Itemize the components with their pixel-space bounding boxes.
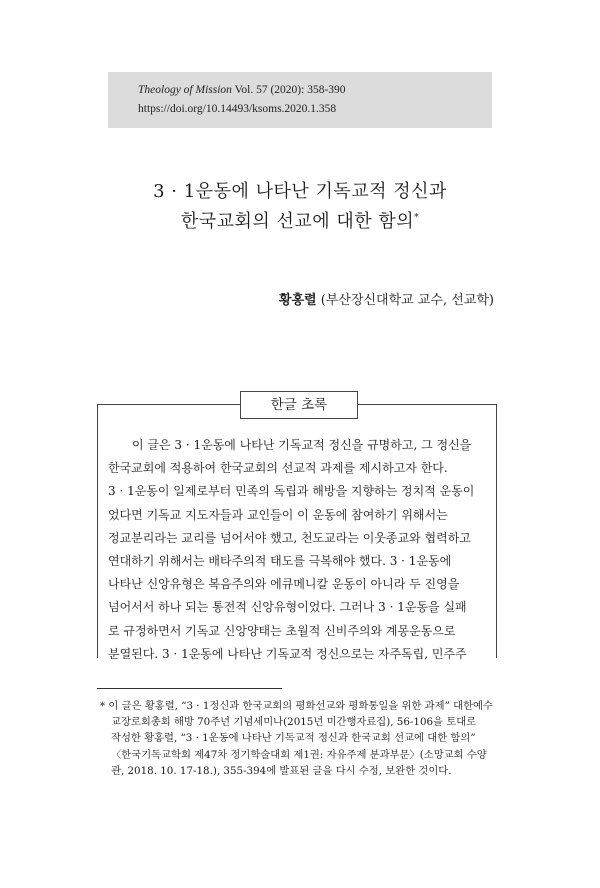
journal-name: Theology of Mission <box>138 84 232 96</box>
footnote-text: 이 글은 황홍렬, “3 · 1정신과 한국교회의 평화선교와 평화통일을 위한 과제” 대한예수 <box>105 700 493 712</box>
footnote-marker: * <box>100 700 106 712</box>
abstract-line: 었다면 기독교 지도자들과 교인들이 이 운동에 참여하기 위해서는 <box>108 507 448 522</box>
abstract-line: 정교분리라는 교리를 넘어서야 했고, 천도교라는 이웃종교와 협력하고 <box>108 530 471 545</box>
paper-title-line-2 <box>60 207 540 233</box>
author-affiliation: (부산장신대학교 교수, 선교학) <box>316 293 494 308</box>
abstract-line: 이 글은 3 · 1운동에 나타난 기독교적 정신을 규명하고, 그 정신을 <box>132 438 472 452</box>
abstract-line: 연대하기 위해서는 배타주의적 태도를 극복해야 했다. 3 · 1운동에 <box>108 554 452 569</box>
footnote <box>100 698 500 779</box>
footnote-line: 관, 2018. 10. 17-18.), 355-394에 발표된 글을 다시 수정, 보완한 것이다. <box>111 764 452 777</box>
abstract-line: 로 규정하면서 기독교 신앙양태는 초월적 신비주의와 계몽운동으로 <box>108 623 456 638</box>
abstract-line: 넘어서서 하나 되는 통전적 신앙유형이었다. 그러나 3 · 1운동을 실패 <box>108 600 467 615</box>
title-footnote-marker: * <box>414 213 420 223</box>
abstract-body <box>108 434 486 666</box>
abstract-line: 3 · 1운동이 일제로부터 민족의 독립과 해방을 지향하는 정치적 운동이 <box>108 484 475 499</box>
author-name: 황홍렬 <box>278 293 317 308</box>
footnote-line: 교장로회총회 해방 70주년 기념세미나(2015년 미간행자료집), 56-106을 토대로 <box>111 716 477 729</box>
abstract-line: 분열된다. 3 · 1운동에 나타난 기독교적 정신으로는 자주독립, 민주주 <box>108 646 467 661</box>
author-line <box>279 289 494 308</box>
footnote-line <box>100 698 500 714</box>
journal-volume: Vol. 57 (2020): 358-390 <box>231 84 346 96</box>
abstract-heading: 한글 초록 <box>240 391 358 419</box>
footnote-line: 〈한국기독교학회 제47차 정기학술대회 제1권: 자유주제 분과부문〉(소망교회 수양 <box>111 748 487 761</box>
paper-title-line-1: 3 · 1운동에 나타난 기독교적 정신과 <box>153 181 447 202</box>
journal-doi: https://doi.org/10.14493/ksoms.2020.1.358 <box>138 103 337 115</box>
abstract-line: 나타난 신앙유형은 복음주의와 에큐메니칼 운동이 아니라 두 진영을 <box>108 577 460 592</box>
abstract-line: 한국교회에 적용하여 한국교회의 선교적 과제를 제시하고자 한다. <box>108 461 448 476</box>
footnote-line: 작성한 황홍렬, “3 · 1운동에 나타난 기독교적 정신과 한국교회 선교에 대한 함의” <box>111 732 476 745</box>
journal-citation <box>138 81 492 100</box>
journal-header <box>108 72 492 128</box>
footnote-divider <box>97 688 282 689</box>
paper-title-text: 한국교회의 선교에 대한 함의 <box>180 211 415 232</box>
